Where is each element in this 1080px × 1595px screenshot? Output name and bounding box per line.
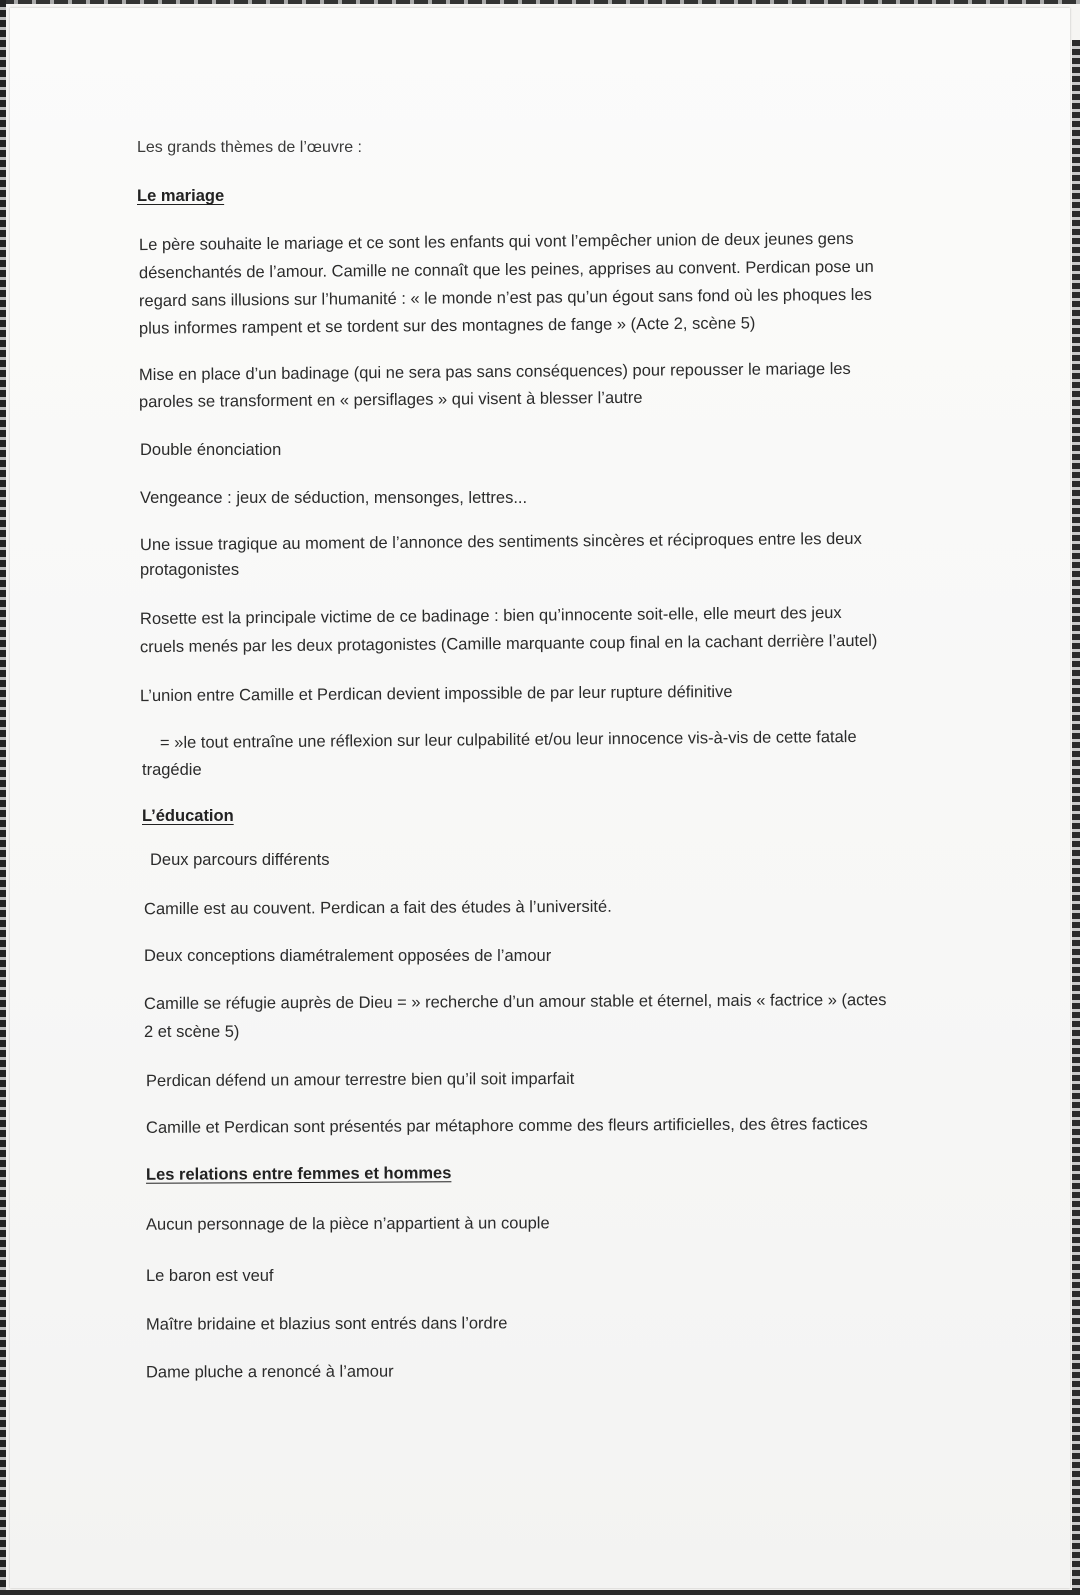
section-heading-education: L’éducation <box>142 807 234 825</box>
paragraph-line: Camille se réfugie auprès de Dieu = » recherche d’un amour stable et éternel, mais « factrice » (actes <box>143 991 887 1013</box>
paragraph-line: = »le tout entraîne une réflexion sur leur culpabilité et/ou leur innocence vis-à-vis de cette fatale <box>159 727 857 753</box>
paragraph-line: Double énonciation <box>140 441 282 459</box>
paragraph-line: Une issue tragique au moment de l’annonce des sentiments sincères et réciproques entre les deux <box>139 529 862 555</box>
scan-edge-top <box>0 0 1080 4</box>
paragraph-line: Deux conceptions diamétralement opposées de l’amour <box>144 947 552 965</box>
paragraph-line: Perdican défend un amour terrestre bien qu’il soit imparfait <box>145 1069 575 1091</box>
paragraph-line: Dame pluche a renoncé à l’amour <box>145 1362 394 1382</box>
paragraph-line: Le baron est veuf <box>146 1267 274 1285</box>
paragraph-line: paroles se transforment en « persiflages » qui visent à blesser l’autre <box>138 388 643 412</box>
paragraph-line: Aucun personnage de la pièce n’appartient à un couple <box>145 1214 550 1234</box>
paragraph-line: tragédie <box>142 761 202 779</box>
paragraph-line: cruels menés par les deux protagonistes (Camille marquante coup final en la cachant derrière l’autel) <box>139 631 878 657</box>
paragraph-line: regard sans illusions sur l’humanité : « le monde n’est pas qu’un égout sans fond où les phoques les <box>138 285 872 311</box>
document-title: Les grands thèmes de l’œuvre : <box>137 139 362 156</box>
paragraph-line: Camille est au couvent. Perdican a fait des études à l’université. <box>143 897 612 919</box>
paragraph-line: Vengeance : jeux de séduction, mensonges, lettres... <box>140 489 528 507</box>
scan-edge-right <box>1072 40 1080 1590</box>
paragraph-line: Deux parcours différents <box>150 851 330 869</box>
paragraph-line: Maître bridaine et blazius sont entrés dans l’ordre <box>145 1314 508 1334</box>
paragraph-line: Rosette est la principale victime de ce badinage : bien qu’innocente soit-elle, elle meurt des jeux <box>139 603 842 629</box>
paragraph-line: désenchantés de l’amour. Camille ne connaît que les peines, apprises au convent. Perdican pose un <box>138 257 874 283</box>
paragraph-line: 2 et scène 5) <box>144 1023 240 1041</box>
paragraph-line: Le père souhaite le mariage et ce sont les enfants qui vont l’empêcher union de deux jeunes gens <box>138 229 854 255</box>
paragraph-line: Camille et Perdican sont présentés par métaphore comme des fleurs artificielles, des êtres factices <box>145 1115 868 1137</box>
scan-edge-left <box>0 0 6 1595</box>
paragraph-line: Mise en place d’un badinage (qui ne sera pas sans conséquences) pour repousser le mariage les <box>138 359 851 385</box>
paragraph-line: L’union entre Camille et Perdican devient impossible de par leur rupture définitive <box>139 682 733 706</box>
paragraph-line: plus informes rampent et se tordent sur des montagnes de fange » (Acte 2, scène 5) <box>138 314 756 338</box>
scan-edge-bottom <box>0 1590 1080 1595</box>
section-heading-relations: Les relations entre femmes et hommes <box>145 1164 452 1184</box>
paragraph-line: protagonistes <box>140 561 240 579</box>
section-heading-mariage: Le mariage <box>137 187 225 205</box>
